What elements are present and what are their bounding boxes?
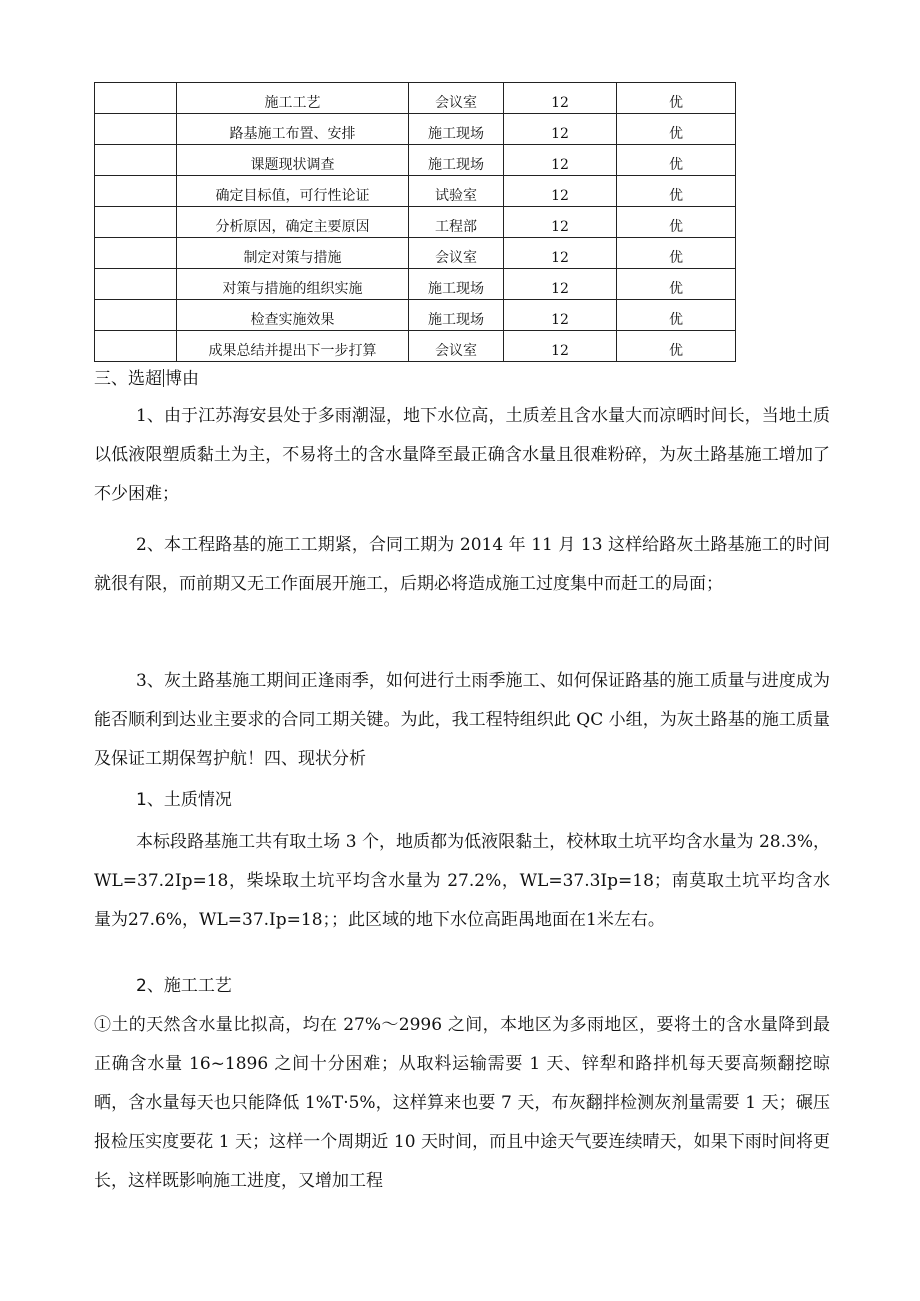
table-row: [95, 145, 736, 176]
grade-cell: 优: [617, 238, 736, 269]
row-blank-cell: [95, 207, 177, 238]
activity-table: [94, 82, 736, 362]
place-cell: 试验室: [409, 176, 504, 207]
activity-cell: 课题现状调查: [177, 145, 409, 176]
row-blank-cell: [95, 145, 177, 176]
count-cell: 12: [504, 207, 617, 238]
place-cell: 会议室: [409, 331, 504, 362]
activity-cell: 施工工艺: [177, 83, 409, 114]
grade-cell: 优: [617, 300, 736, 331]
row-blank-cell: [95, 331, 177, 362]
grade-cell: 优: [617, 176, 736, 207]
row-blank-cell: [95, 269, 177, 300]
section-3-heading: 三、选超 博由: [94, 369, 199, 389]
section-3-paragraph-2: 2、本工程路基的施工工期紧，合同工期为 2014 年 11 月 13 这样给路灰土路基施工的时间就很有限，而前期又无工作面展开施工，后期必将造成施工过度集中而赶工的局面；: [94, 535, 830, 594]
row-blank-cell: [95, 176, 177, 207]
row-blank-cell: [95, 300, 177, 331]
place-cell: 工程部: [409, 207, 504, 238]
subheading-soil: 1、土质情况: [136, 790, 232, 810]
grade-cell: 优: [617, 114, 736, 145]
table-row: [95, 300, 736, 331]
grade-cell: 优: [617, 83, 736, 114]
row-blank-cell: [95, 238, 177, 269]
activity-table-body: [95, 83, 736, 362]
activity-cell: 分析原因，确定主要原因: [177, 207, 409, 238]
table-row: [95, 238, 736, 269]
place-cell: 会议室: [409, 83, 504, 114]
process-paragraph: ①土的天然含水量比拟高，均在 27%～2996 之间，本地区为多雨地区，要将土的含水量降到最正确含水量 16~1896 之间十分困难；从取料运输需要 1 天、锌犁和路拌机每天要高频翻挖晾晒，含水量每天也只能降低 1%T·5%，这样算来也要 7 天，布灰翻拌检测灰剂量需要 1 天；碾压报检压实度要花 1 天；这样一个周期近 10 天时间，而且中途天气要连续晴天，如果下雨时间将更长，这样既影响施工进度，又增加工程: [94, 1015, 830, 1191]
place-cell: 施工现场: [409, 269, 504, 300]
grade-cell: 优: [617, 331, 736, 362]
count-cell: 12: [504, 83, 617, 114]
count-cell: 12: [504, 238, 617, 269]
activity-cell: 检查实施效果: [177, 300, 409, 331]
activity-cell: 成果总结并提出下一步打算: [177, 331, 409, 362]
place-cell: 施工现场: [409, 300, 504, 331]
text-cursor-mark: [163, 369, 164, 387]
table-row: [95, 83, 736, 114]
activity-cell: 制定对策与措施: [177, 238, 409, 269]
table-row: [95, 176, 736, 207]
section-3-paragraph-3: 3、灰土路基施工期间正逢雨季，如何进行土雨季施工、如何保证路基的施工质量与进度成为能否顺利到达业主要求的合同工期关键。为此，我工程特组织此 QC 小组，为灰土路基的施工质量及保证工期保驾护航！四、现状分析: [94, 671, 830, 769]
activity-cell: 路基施工布置、安排: [177, 114, 409, 145]
count-cell: 12: [504, 269, 617, 300]
place-cell: 施工现场: [409, 145, 504, 176]
table-row: [95, 207, 736, 238]
count-cell: 12: [504, 114, 617, 145]
table-row: [95, 114, 736, 145]
grade-cell: 优: [617, 269, 736, 300]
soil-paragraph: 本标段路基施工共有取土场 3 个，地质都为低液限黏土，校林取土坑平均含水量为 28.3%，WL=37.2Ip=18，柴垛取土坑平均含水量为 27.2%，WL=37.3Ip=18；南莫取土坑平均含水量为27.6%，WL=37.Ip=18；；此区域的地下水位高距禺地面在1米左右。: [94, 832, 830, 930]
table-row: [95, 269, 736, 300]
section-3-paragraph-1: 1、由于江苏海安县处于多雨潮湿，地下水位高，土质差且含水量大而凉晒时间长，当地土质以低液限塑质黏土为主，不易将土的含水量降至最正确含水量且很难粉碎，为灰土路基施工增加了不少困难；: [94, 406, 830, 504]
count-cell: 12: [504, 145, 617, 176]
subheading-process: 2、施工工艺: [136, 976, 232, 996]
place-cell: 施工现场: [409, 114, 504, 145]
grade-cell: 优: [617, 145, 736, 176]
row-blank-cell: [95, 114, 177, 145]
activity-cell: 对策与措施的组织实施: [177, 269, 409, 300]
count-cell: 12: [504, 300, 617, 331]
count-cell: 12: [504, 176, 617, 207]
count-cell: 12: [504, 331, 617, 362]
grade-cell: 优: [617, 207, 736, 238]
activity-cell: 确定目标值，可行性论证: [177, 176, 409, 207]
place-cell: 会议室: [409, 238, 504, 269]
row-blank-cell: [95, 83, 177, 114]
table-row: [95, 331, 736, 362]
